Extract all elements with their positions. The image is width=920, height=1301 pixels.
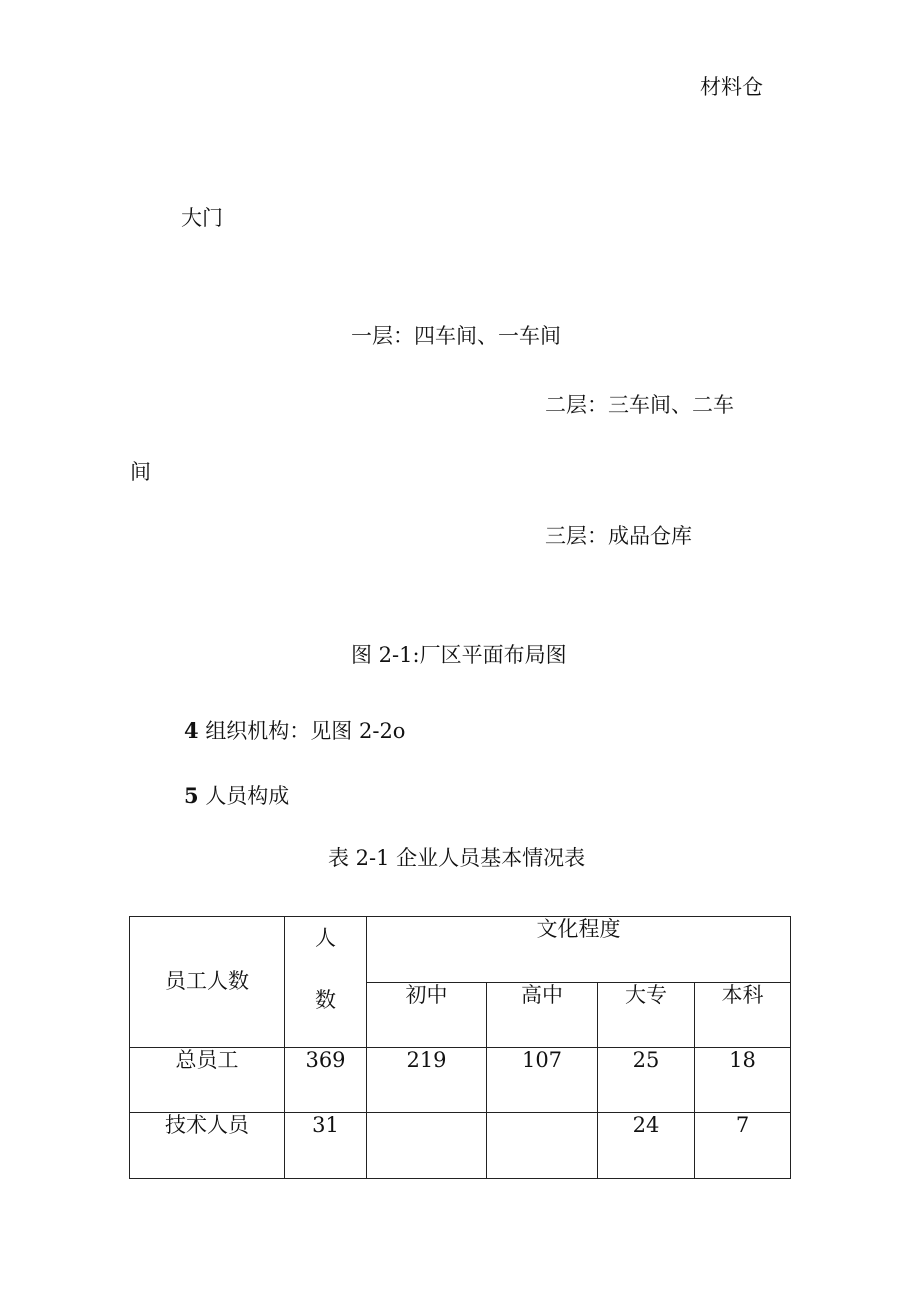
header-bachelor: 本科 <box>695 983 791 1048</box>
row-count: 31 <box>285 1113 367 1179</box>
header-count-char-1: 人 <box>315 926 336 950</box>
table-row <box>130 1048 791 1113</box>
floor2-label-line1: 二层：三车间、二车 <box>545 393 734 417</box>
section-4-text: 组织机构：见图 2-2o <box>205 719 406 743</box>
floor2-label-line2: 间 <box>130 460 151 484</box>
header-junior: 初中 <box>367 983 487 1048</box>
floor3-label: 三层：成品仓库 <box>545 524 692 548</box>
header-high: 高中 <box>487 983 598 1048</box>
row-junior: 219 <box>367 1048 487 1113</box>
table-caption: 表 2-1 企业人员基本情况表 <box>328 846 586 870</box>
section-5-number: 5 <box>184 783 199 808</box>
row-count: 369 <box>285 1048 367 1113</box>
header-staff-count: 员工人数 <box>130 917 285 1048</box>
row-junior <box>367 1113 487 1179</box>
figure-caption: 图 2-1:厂区平面布局图 <box>351 643 567 667</box>
staff-table <box>129 916 791 1179</box>
material-warehouse-label: 材料仓 <box>700 75 763 99</box>
row-label: 总员工 <box>130 1048 285 1113</box>
row-college: 25 <box>598 1048 695 1113</box>
row-high: 107 <box>487 1048 598 1113</box>
row-college: 24 <box>598 1113 695 1179</box>
header-college: 大专 <box>598 983 695 1048</box>
row-high <box>487 1113 598 1179</box>
row-bachelor: 18 <box>695 1048 791 1113</box>
section-4-heading <box>184 720 405 742</box>
section-5-text: 人员构成 <box>205 784 290 808</box>
row-label: 技术人员 <box>130 1113 285 1179</box>
table-row <box>130 1113 791 1179</box>
floor1-label: 一层：四车间、一车间 <box>351 324 561 348</box>
header-education: 文化程度 <box>367 917 791 983</box>
table-header-row <box>130 917 791 983</box>
row-bachelor: 7 <box>695 1113 791 1179</box>
gate-label: 大门 <box>181 206 223 230</box>
section-5-heading <box>184 785 289 807</box>
section-4-number: 4 <box>184 718 199 743</box>
header-count <box>285 917 367 1048</box>
header-count-char-2: 数 <box>315 988 336 1012</box>
